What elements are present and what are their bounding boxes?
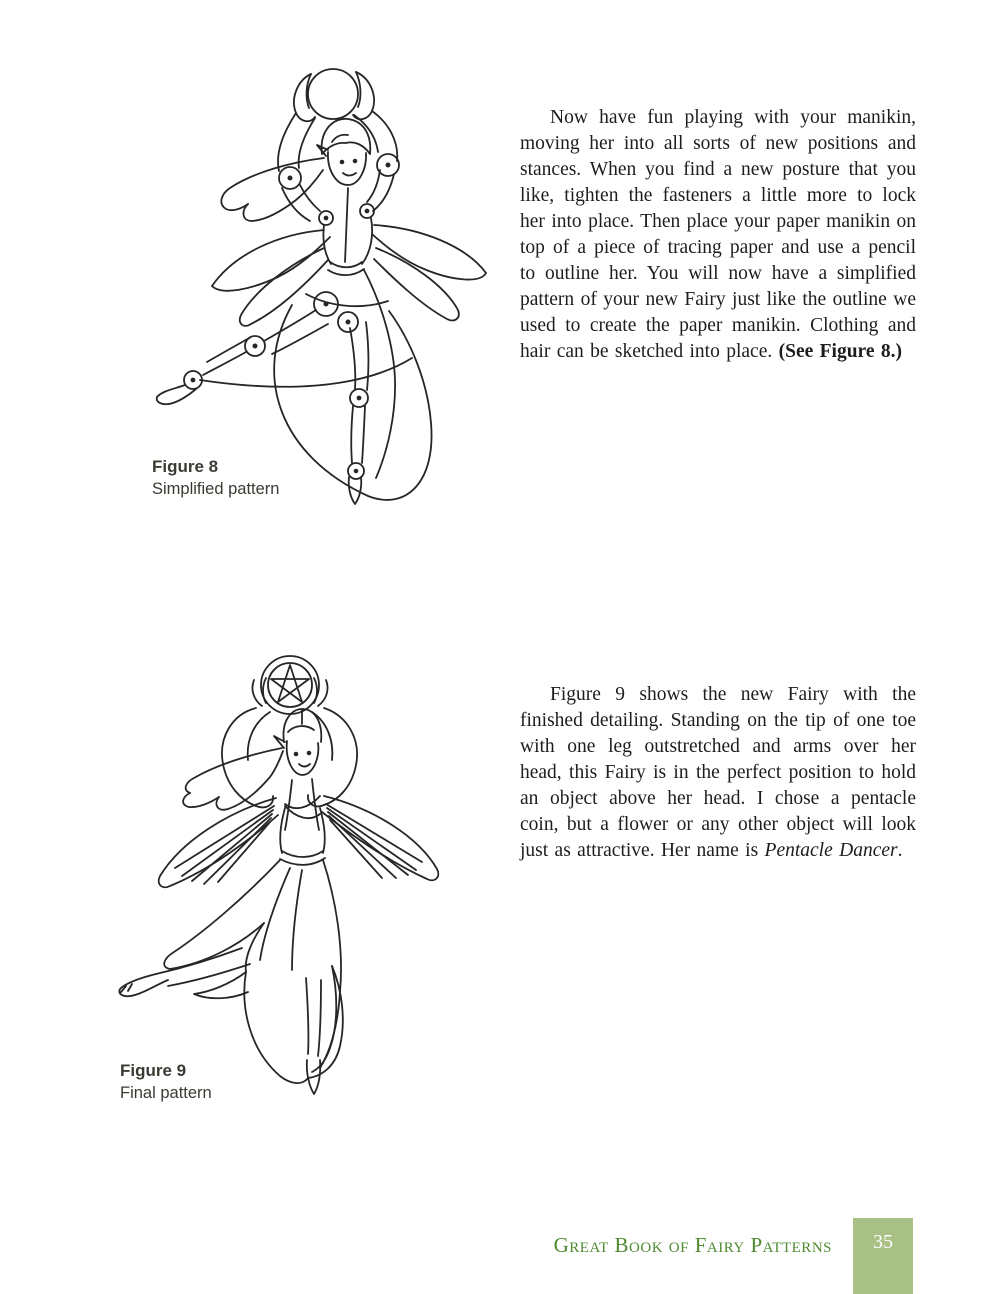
page-number-box (853, 1218, 913, 1294)
page-number: 35 (873, 1231, 893, 1253)
paragraph-1-text: Now have fun playing with your manikin, moving her into all sorts of new positions and stances. When you find a new posture that you like, tighten the fasteners a little more to lock her into place. Then place your paper manikin on top of a piece of tracing paper and use a pencil to outline her. You will now have a simplified pattern of your new Fairy just like the outline we used to create the paper manikin. Clothing and hair can be sketched into place. (520, 107, 916, 362)
paragraph-2 (520, 682, 916, 864)
figure-8-caption-title: Figure 8 (152, 457, 219, 476)
figure-8-caption-subtitle: Simplified pattern (152, 480, 280, 498)
fairy-manikin-drawing (140, 58, 500, 508)
figure-9-caption-subtitle: Final pattern (120, 1084, 212, 1102)
figure-9-caption-title: Figure 9 (120, 1061, 187, 1080)
figure-9-caption (120, 1060, 212, 1104)
figure-8-caption (152, 456, 279, 500)
paragraph-2-period: . (897, 840, 903, 861)
paragraph-2-text: Figure 9 shows the new Fairy with the finished detailing. Standing on the tip of one toe with one leg outstretched and arms over her head, this Fairy is in the perfect position to hold an object above her head. I chose a pentacle coin, but a flower or any other object will look just as attractive. Her name is (520, 684, 916, 861)
figure-8-illustration (140, 58, 500, 508)
paragraph-1 (520, 105, 916, 365)
fairy-name-italic: Pentacle Dancer (764, 840, 898, 861)
fairy-pentacle-dancer-drawing (80, 648, 480, 1098)
book-title-footer: Great Book of Fairy Patterns (553, 1233, 832, 1257)
figure-9-illustration (80, 648, 480, 1098)
paragraph-1-figure-reference: (See Figure 8.) (778, 341, 903, 362)
